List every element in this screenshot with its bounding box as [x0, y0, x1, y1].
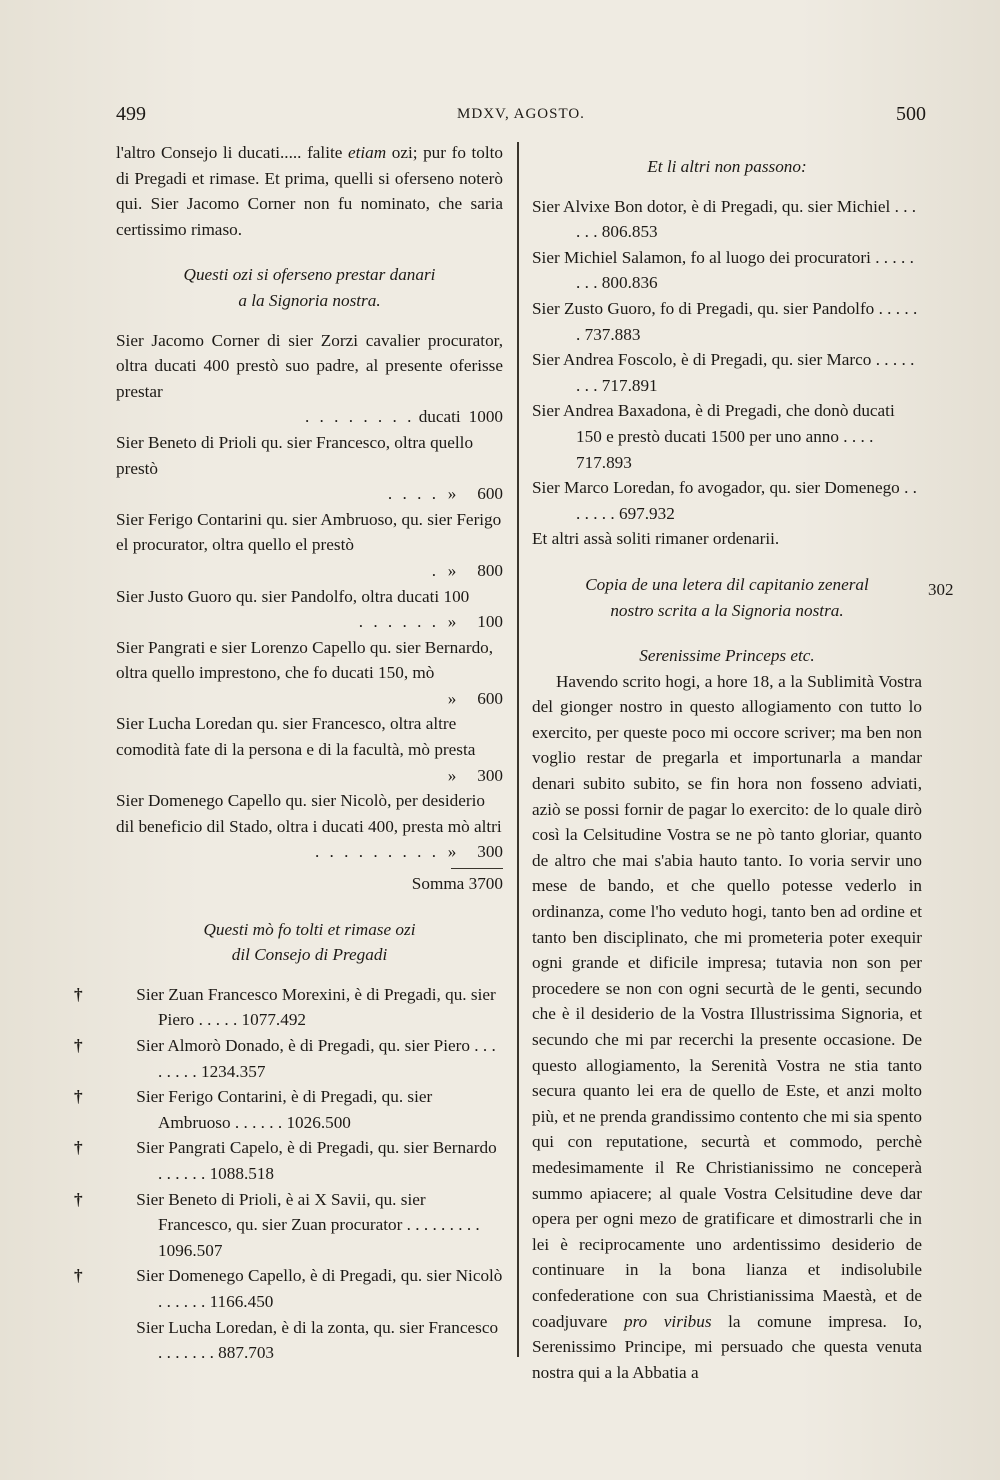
vote-score: 1088.518	[209, 1163, 275, 1183]
closing-line: Et altri assà soliti rimaner ordenarii.	[532, 529, 780, 549]
leader-dots: . . . . . . . . .	[406, 1215, 480, 1235]
elected-name: Sier Pangrati Capelo, è di Pregadi, qu. sier Bernardo	[136, 1138, 497, 1158]
vote-score: 1234.357	[200, 1061, 266, 1081]
offer-unit: »	[447, 765, 457, 785]
vote-score: 1077.492	[241, 1010, 306, 1030]
leader-dots: . . . . . .	[576, 196, 917, 242]
offer-amount: 1000	[468, 407, 503, 427]
letter-body	[532, 669, 922, 1386]
vote-score: 806.853	[601, 222, 658, 242]
offer-entry	[116, 788, 503, 865]
elected-entry	[74, 1187, 503, 1264]
offer-unit: »	[447, 688, 457, 708]
dagger-mark: †	[74, 1036, 83, 1055]
leader-dots: . . . .	[387, 484, 439, 504]
offer-text: Sier Pangrati e sier Lorenzo Capello qu. sier Bernardo, oltra quello imprestono, che fo ducati 150, mò	[116, 637, 494, 683]
offer-amount: 600	[477, 688, 503, 708]
vote-score: 717.893	[576, 452, 632, 472]
other-name: Sier Michiel Salamon, fo al luogo dei procuratori	[532, 247, 871, 267]
letter-text-1: Havendo scrito hogi, a hore 18, a la Sublimità Vostra del gionger nostro in questo allogiamento con tutto lo exercito, per queste poco mi occore scriver; ma ben non voglio restar de pregarla et importunarla a mandar denari subito subito, se fin hora non fosseno adviati, aziò se possi fornir de pagar lo exercito: de lo quale dirò così la Celsitudine Vostra se ne pò tanto gloriar, quanto de altro che mai s'abia hauto tanto. Io voria servir uno mese de bando, et che quello potesse vederlo in ordinanza, come l'ho veduto hogi, tanto ben ad ordine et tanto ben disciplinato, che mi prometeria poter exequir ogni grande et dificile impresa; tutavia non son per procedere se non con ogni securtà de le genti, secundo che è il desiderio de la Vostra Illustrissima Signoria, et secundo che mi par recerchi la presente occasione. De questo allogiamento, la Serenità Vostra ne stia tanto secura quanto lei era de quello de Este, et anzi molto più, et ne prenda grandissimo contento che mi sia spento qui con reputatione, securtà et commodo, perchè medesimamente il Re Christianissimo ne conceperà summo apiacere; al quale Vostra Celsitudine deve dar opera per ogni mezo de gratificare et dimostrarli che in lei è reciprocamente uno ardentissimo desiderio de continuare in la bona lianza et indisolubile confederatione con sua Christianissima Maestà, et de coadjuvare	[532, 671, 922, 1331]
intro-text-3: fo tolto di Pregadi et rimase. Et prima, quelli si oferseno noterò qui. Sier Jacomo Corner non fu nominato, che saria certissimo rimaso.	[116, 143, 504, 239]
others-list	[532, 194, 922, 527]
other-entry	[532, 296, 922, 347]
intro-text-2: ozi; pur	[386, 143, 446, 162]
dagger-mark: †	[74, 1189, 83, 1209]
leader-dots: . . . . . . . .	[576, 247, 914, 293]
leader-dots: . . . . . . . . .	[314, 842, 439, 862]
intro-text-1: l'altro Consejo li ducati..... falite	[116, 143, 348, 162]
offer-amount: 100	[477, 612, 503, 632]
letter-text-2: la comune impresa. Io, Serenissimo Principe, mi persuado che questa venuta nostra qui a la Abbatia a	[532, 1311, 923, 1382]
offer-text: Sier Lucha Loredan qu. sier Francesco, oltra altre comodità fate di la persona e di la facultà, mò presta	[116, 714, 476, 760]
leader-dots: . . . . . .	[358, 612, 439, 632]
other-entry	[532, 475, 922, 526]
elected-list	[74, 982, 503, 1366]
offer-entry	[116, 328, 503, 430]
section-heading-letter	[532, 572, 922, 623]
heading-line: a la Signoria nostra.	[238, 290, 381, 310]
elected-entry	[74, 1135, 503, 1186]
offer-text: Sier Jacomo Corner di sier Zorzi cavalier procurator, oltra ducati 400 prestò suo padre, al presente oferisse prestar	[116, 330, 503, 401]
leader-dots: . . . . .	[198, 1010, 238, 1030]
offer-amount: 300	[477, 842, 503, 862]
offer-text: Sier Domenego Capello qu. sier Nicolò, per desiderio dil beneficio dil Stado, oltra i ducati 400, presta mò altri	[116, 791, 502, 836]
intro-paragraph	[116, 140, 503, 242]
other-entry	[532, 398, 922, 475]
heading-line: Copia de una letera dil capitanio zeneral	[585, 574, 869, 594]
offer-entry	[116, 584, 503, 635]
leader-dots: . . . . . . .	[158, 1343, 214, 1363]
offers-list	[116, 328, 503, 865]
offer-amount: 300	[477, 765, 503, 785]
page-header	[116, 103, 926, 129]
page-number-left: 499	[116, 103, 146, 125]
leader-dots: . . . . . . .	[576, 478, 917, 523]
elected-name: Sier Domenego Capello, è di Pregadi, qu. sier Nicolò	[136, 1266, 503, 1286]
dagger-mark: †	[74, 1266, 83, 1286]
offer-entry	[116, 635, 503, 712]
intro-italic: etiam	[347, 143, 387, 162]
elected-entry	[74, 1084, 503, 1135]
leader-dots: . . . . . .	[234, 1112, 283, 1132]
vote-score: 1096.507	[158, 1240, 223, 1260]
offer-text: Sier Justo Guoro qu. sier Pandolfo, oltra ducati 100	[116, 586, 470, 606]
vote-score: 1166.450	[209, 1291, 274, 1311]
right-column	[532, 140, 922, 1385]
elected-entry	[74, 1033, 503, 1084]
other-name: Sier Alvixe Bon dotor, è di Pregadi, qu. sier Michiel	[532, 196, 891, 216]
vote-score: 1026.500	[286, 1112, 351, 1132]
leader-dots: .	[431, 560, 439, 580]
dagger-mark: †	[74, 1087, 83, 1107]
other-entry	[532, 194, 922, 245]
dagger-mark: †	[74, 1138, 83, 1158]
vote-score: 887.703	[218, 1343, 275, 1363]
leader-dots: . . . . . . . .	[304, 407, 415, 427]
vote-score: 800.836	[601, 273, 658, 293]
left-column	[74, 140, 504, 1366]
offer-unit: »	[447, 484, 457, 504]
other-name: Sier Andrea Foscolo, è di Pregadi, qu. sier Marco	[532, 350, 872, 370]
leader-dots: . . . . . . . .	[158, 1036, 496, 1081]
elected-entry	[74, 1263, 503, 1314]
sum-rule	[451, 868, 503, 869]
heading-line: Questi ozi si oferseno prestar danari	[183, 265, 436, 285]
section-heading-offers	[116, 262, 503, 313]
elected-name: Sier Beneto di Prioli, è ai X Savii, qu. sier Francesco, qu. sier Zuan procurator	[136, 1189, 426, 1235]
running-title: MDXV, AGOSTO.	[457, 106, 585, 122]
elected-name: Sier Almorò Donado, è di Pregadi, qu. sier Piero	[136, 1036, 470, 1055]
column-divider	[517, 142, 519, 1357]
offers-total: Somma 3700	[411, 874, 503, 894]
leader-dots: . . . . . . . .	[576, 350, 915, 395]
elected-entry	[74, 982, 503, 1033]
other-entry	[532, 245, 922, 296]
heading-line: nostro scrita a la Signoria nostra.	[610, 600, 844, 620]
elected-name: Sier Ferigo Contarini, è di Pregadi, qu. sier Ambruoso	[136, 1087, 433, 1132]
offer-unit: »	[447, 612, 457, 632]
offer-text: Sier Beneto di Prioli qu. sier Francesco, oltra quello prestò	[116, 432, 474, 478]
other-entry	[532, 347, 922, 398]
vote-score: 697.932	[618, 503, 675, 523]
other-name: Sier Andrea Baxadona, è di Pregadi, che donò ducati 150 e prestò ducati 1500 per uno anno	[532, 401, 895, 446]
section-heading-others: Et li altri non passono:	[647, 157, 807, 176]
offer-entry	[116, 507, 503, 584]
elected-name: Sier Zuan Francesco Morexini, è di Pregadi, qu. sier Piero	[136, 984, 496, 1030]
offer-unit: »	[447, 842, 457, 862]
letter-salutation: Serenissime Princeps etc.	[639, 646, 815, 666]
vote-score: 737.883	[584, 324, 641, 344]
letter-italic: pro viribus	[623, 1311, 712, 1331]
offer-unit: »	[447, 560, 457, 580]
page-number-right: 500	[896, 103, 926, 125]
offer-amount: 600	[477, 484, 503, 504]
vote-score: 717.891	[601, 375, 658, 395]
other-name: Sier Zusto Guoro, fo di Pregadi, qu. sier Pandolfo	[532, 298, 875, 318]
elected-name: Sier Lucha Loredan, è di la zonta, qu. sier Francesco	[136, 1317, 499, 1337]
leader-dots: . . . . . .	[158, 1291, 206, 1311]
leader-dots: . . . .	[843, 426, 874, 446]
offer-entry	[116, 430, 503, 507]
offer-unit: ducati	[418, 407, 461, 427]
offer-amount: 800	[477, 560, 503, 580]
offer-entry	[116, 711, 503, 788]
heading-line: dil Consejo di Pregadi	[231, 945, 388, 965]
dagger-mark: †	[74, 984, 83, 1004]
margin-number: 302	[928, 580, 954, 599]
leader-dots: . . . . . .	[158, 1163, 206, 1183]
other-name: Sier Marco Loredan, fo avogador, qu. sier Domenego	[532, 478, 900, 498]
elected-entry	[116, 1315, 503, 1366]
leader-dots: . . . . . .	[576, 298, 918, 344]
heading-line: Questi mò fo tolti et rimase ozi	[203, 919, 416, 939]
section-heading-elected	[116, 917, 503, 968]
offer-text: Sier Ferigo Contarini qu. sier Ambruoso, qu. sier Ferigo el procurator, oltra quello el prestò	[116, 509, 502, 555]
